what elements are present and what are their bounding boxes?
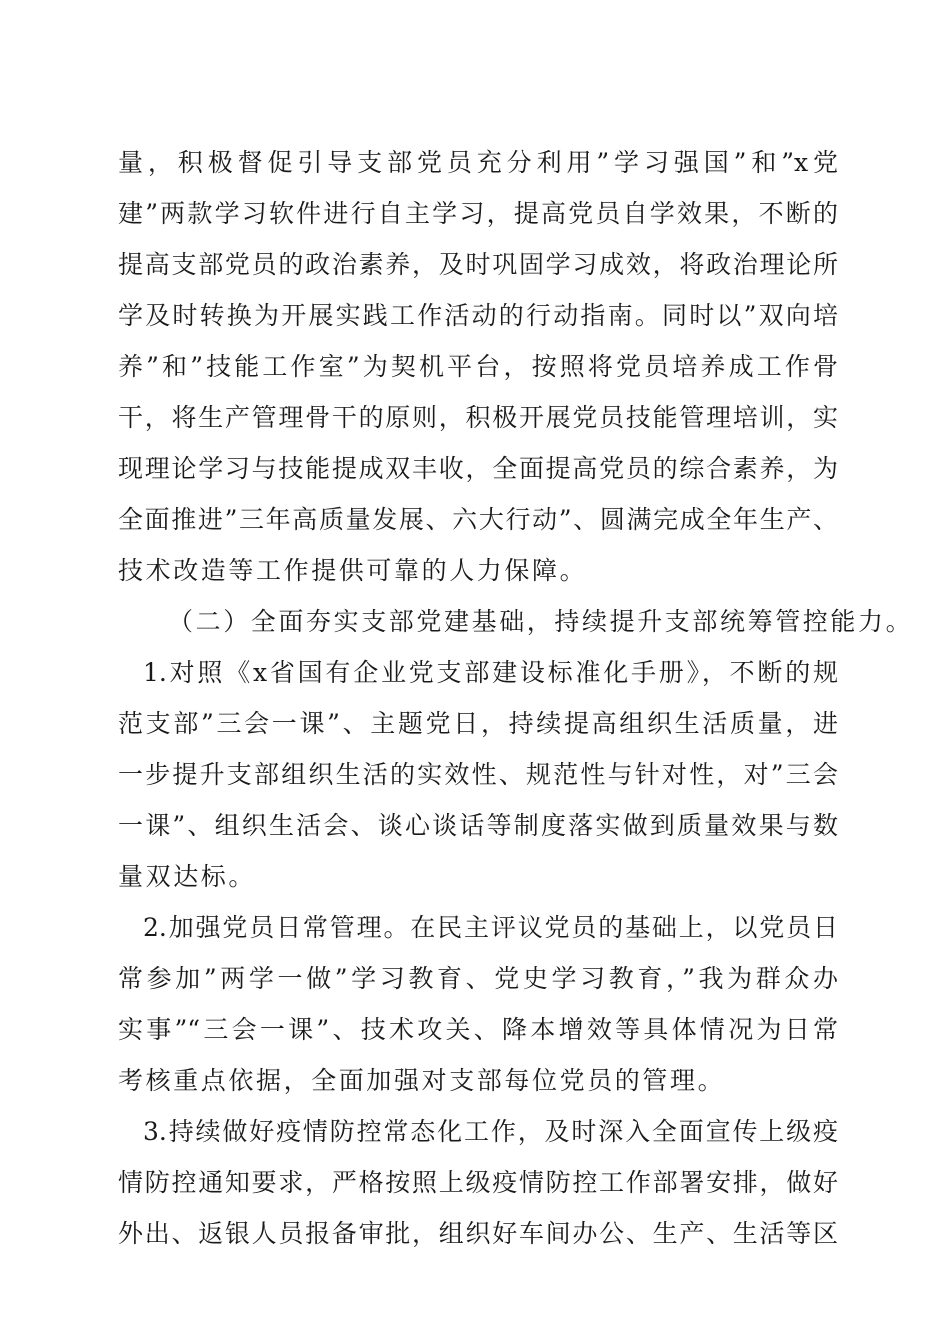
text-line: 一步提升支部组织生活的实效性、规范性与针对性，对”三会: [118, 760, 838, 789]
text-line: 干，将生产管理骨干的原则，积极开展党员技能管理培训，实: [118, 403, 838, 432]
text-line: 全面推进”三年高质量发展、六大行动”、圆满完成全年生产、: [118, 505, 838, 534]
text-line: 常参加”两学一做”学习教育、党史学习教育，”我为群众办: [118, 964, 838, 993]
text-line: 养”和”技能工作室”为契机平台，按照将党员培养成工作骨: [118, 352, 838, 381]
paragraph-end-line: 考核重点依据，全面加强对支部每位党员的管理。: [118, 1066, 726, 1095]
text-line: 情防控通知要求，严格按照上级疫情防控工作部署安排，做好: [118, 1168, 838, 1197]
section-heading: （二）全面夯实支部党建基础，持续提升支部统筹管控能力。: [168, 607, 914, 636]
list-item-2-start: 2.加强党员日常管理。在民主评议党员的基础上，以党员日: [143, 913, 838, 942]
text-line: 一课”、组织生活会、谈心谈话等制度落实做到质量效果与数: [118, 811, 838, 840]
list-item-3-start: 3.持续做好疫情防控常态化工作，及时深入全面宣传上级疫: [143, 1117, 838, 1146]
text-line: 现理论学习与技能提成双丰收，全面提高党员的综合素养，为: [118, 454, 838, 483]
text-line: 建”两款学习软件进行自主学习，提高党员自学效果，不断的: [118, 199, 838, 228]
text-line: 学及时转换为开展实践工作活动的行动指南。同时以”双向培: [118, 301, 838, 330]
text-line: 实事”“三会一课”、技术攻关、降本增效等具体情况为日常: [118, 1015, 838, 1044]
body-text: [118, 137, 914, 1259]
paragraph-end-line: 技术改造等工作提供可靠的人力保障。: [118, 556, 588, 585]
text-line: 外出、返银人员报备审批，组织好车间办公、生产、生活等区: [118, 1219, 838, 1248]
text-line: 量，积极督促引导支部党员充分利用”学习强国”和”x党: [118, 148, 838, 177]
text-line: 提高支部党员的政治素养，及时巩固学习成效，将政治理论所: [118, 250, 838, 279]
text-line: 范支部”三会一课”、主题党日，持续提高组织生活质量，进: [118, 709, 838, 738]
paragraph-end-line: 量双达标。: [118, 862, 257, 891]
list-item-1-start: 1.对照《x省国有企业党支部建设标准化手册》，不断的规: [143, 658, 838, 687]
